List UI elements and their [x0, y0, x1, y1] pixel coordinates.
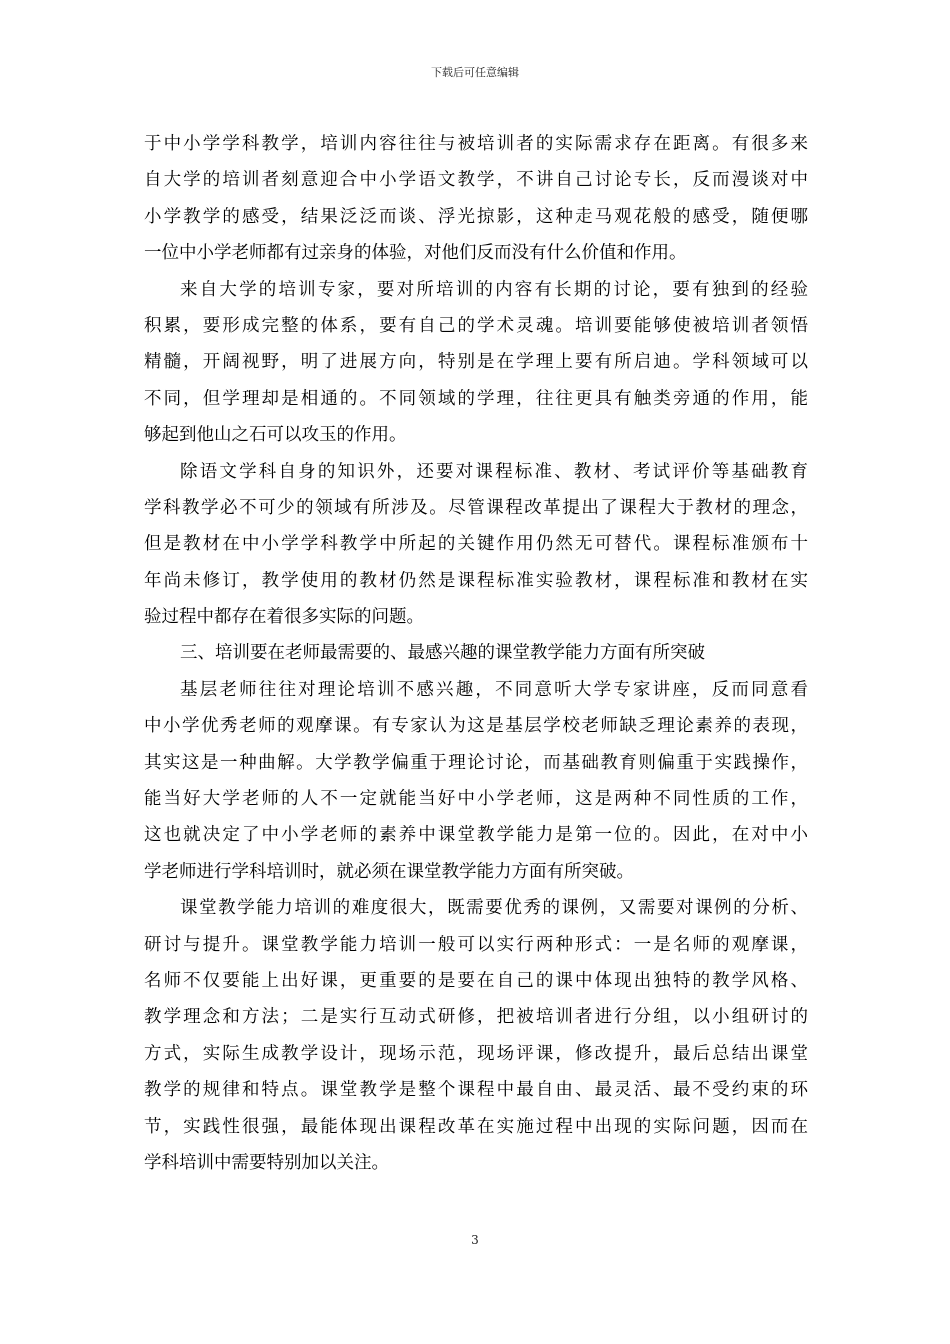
text-line: 除语文学科自身的知识外，还要对课程标准、教材、考试评价等基础教育 — [180, 461, 808, 482]
page-header-note: 下载后可任意编辑 — [431, 66, 519, 79]
text-line: 一位中小学老师都有过亲身的体验，对他们反而没有什么价值和作用。 — [144, 243, 687, 264]
section-heading: 三、培训要在老师最需要的、最感兴趣的课堂教学能力方面有所突破 — [180, 643, 705, 664]
text-line: 这也就决定了中小学老师的素养中课堂教学能力是第一位的。因此，在对中小 — [144, 825, 808, 846]
text-line: 于中小学学科教学，培训内容往往与被培训者的实际需求存在距离。有很多来 — [144, 134, 808, 154]
document-body — [144, 126, 808, 1181]
text-line: 研讨与提升。课堂教学能力培训一般可以实行两种形式：一是名师的观摩课， — [144, 934, 808, 955]
text-line: 年尚未修订，教学使用的教材仍然是课程标准实验教材，课程标准和教材在实 — [144, 570, 808, 591]
paragraph-3 — [144, 454, 808, 636]
text-line: 名师不仅要能上出好课，更重要的是要在自己的课中体现出独特的教学风格、 — [144, 970, 808, 991]
text-line: 小学教学的感受，结果泛泛而谈、浮光掠影，这种走马观花般的感受，随便哪 — [144, 206, 808, 227]
paragraph-4 — [144, 672, 808, 890]
page-number: 3 — [471, 1233, 479, 1247]
text-line: 自大学的培训者刻意迎合中小学语文教学，不讲自己讨论专长，反而漫谈对中 — [144, 170, 808, 191]
text-line: 教学的规律和特点。课堂教学是整个课程中最自由、最灵活、最不受约束的环 — [144, 1080, 808, 1101]
text-line: 教学理念和方法；二是实行互动式研修，把被培训者进行分组，以小组研讨的 — [144, 1007, 808, 1028]
text-line: 验过程中都存在着很多实际的问题。 — [144, 607, 424, 628]
text-line: 课堂教学能力培训的难度很大，既需要优秀的课例，又需要对课例的分析、 — [180, 898, 808, 919]
paragraph-5 — [144, 890, 808, 1181]
text-line: 中小学优秀老师的观摩课。有专家认为这是基层学校老师缺乏理论素养的表现， — [144, 716, 808, 737]
text-line: 够起到他山之石可以攻玉的作用。 — [144, 425, 407, 446]
text-line: 精髓，开阔视野，明了进展方向，特别是在学理上要有所启迪。学科领域可以 — [144, 352, 808, 373]
text-line: 其实这是一种曲解。大学教学偏重于理论讨论，而基础教育则偏重于实践操作， — [144, 752, 808, 773]
text-line: 不同，但学理却是相通的。不同领域的学理，往往更具有触类旁通的作用，能 — [144, 388, 808, 409]
text-line: 来自大学的培训专家，要对所培训的内容有长期的讨论，要有独到的经验 — [180, 279, 808, 300]
text-line: 基层老师往往对理论培训不感兴趣，不同意听大学专家讲座，反而同意看 — [180, 679, 808, 700]
text-line: 节，实践性很强，最能体现出课程改革在实施过程中出现的实际问题，因而在 — [144, 1116, 808, 1137]
text-line: 但是教材在中小学学科教学中所起的关键作用仍然无可替代。课程标准颁布十 — [144, 534, 808, 555]
paragraph-1 — [144, 126, 808, 272]
text-line: 学科培训中需要特别加以关注。 — [144, 1152, 389, 1173]
text-line: 积累，要形成完整的体系，要有自己的学术灵魂。培训要能够使被培训者领悟 — [144, 315, 808, 336]
text-line: 学科教学必不可少的领域有所涉及。尽管课程改革提出了课程大于教材的理念， — [144, 497, 808, 518]
paragraph-2 — [144, 272, 808, 454]
text-line: 能当好大学老师的人不一定就能当好中小学老师，这是两种不同性质的工作， — [144, 789, 808, 810]
section-heading-3 — [144, 635, 808, 671]
text-line: 学老师进行学科培训时，就必须在课堂教学能力方面有所突破。 — [144, 861, 634, 882]
text-line: 方式，实际生成教学设计，现场示范，现场评课，修改提升，最后总结出课堂 — [144, 1043, 808, 1064]
